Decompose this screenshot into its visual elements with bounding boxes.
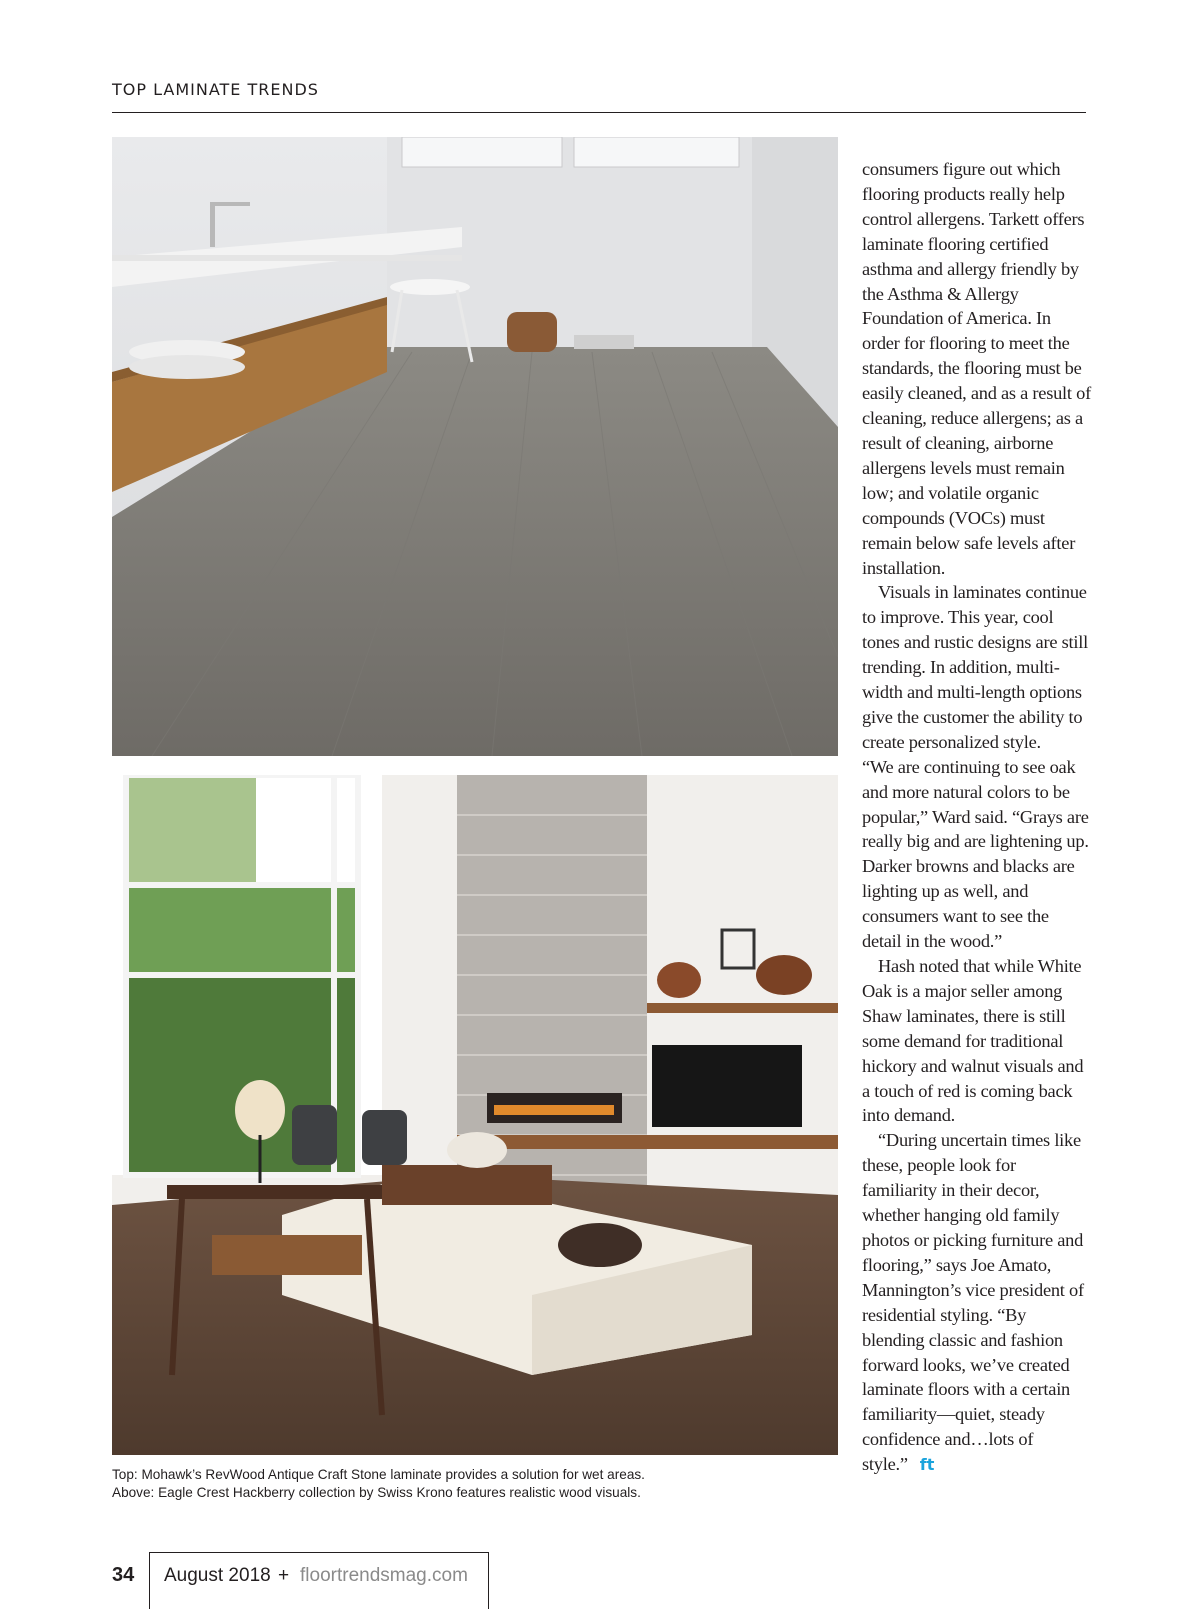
issue-date: August 2018: [164, 1565, 271, 1586]
article-paragraph: consumers figure out which flooring products really help control allergens. Tarkett offers laminate flooring certified asthma and allergy friendly by the Asthma & Allergy Foundation of America. In order for flooring to meet the standards, the flooring must be easily cleaned, and as a result of cleaning, reduce allergens; as a result of cleaning, airborne allergens levels must remain low; and volatile organic compounds (VOCs) must remain below safe levels after installation.: [862, 159, 1091, 578]
living-room-photo: [112, 775, 838, 1455]
article-paragraph-text: “During uncertain times like these, people look for familiarity in their decor, whether hanging old family photos or picking furniture and flooring,” says Joe Amato, Mannington’s vice president of residential styling. “By blending classic and fashion forward looks, we’ve created laminate floors with a certain familiarity—quiet, steady confidence and…lots of style.”: [862, 1130, 1084, 1475]
caption-line-top: Top: Mohawk’s RevWood Antique Craft Stone laminate provides a solution for wet areas.: [112, 1467, 645, 1482]
header-rule: [112, 112, 1086, 113]
website-link[interactable]: floortrendsmag.com: [300, 1565, 468, 1586]
article-paragraph: “We are continuing to see oak and more natural colors to be popular,” Ward said. “Grays are really big and are lightening up. Darker browns and blacks are lighting up as well, and consumers want to see the detail in the wood.”: [862, 756, 1089, 952]
ft-end-mark-icon: ft: [919, 1455, 935, 1475]
article-final-paragraph: [862, 1128, 1092, 1478]
bathroom-photo: [112, 137, 838, 756]
footer-separator: +: [278, 1565, 290, 1586]
folio-box: [149, 1552, 489, 1609]
article-paragraph: Hash noted that while White Oak is a major seller among Shaw laminates, there is still some demand for traditional hickory and walnut visuals and a touch of red is coming back into demand.: [862, 956, 1084, 1126]
caption-line-above: Above: Eagle Crest Hackberry collection by Swiss Krono features realistic wood visuals.: [112, 1484, 641, 1500]
article-column: [862, 157, 1092, 1478]
photo-caption: [112, 1466, 838, 1501]
page-number: 34: [112, 1564, 135, 1586]
section-label: TOP LAMINATE TRENDS: [112, 80, 319, 99]
article-paragraph: Visuals in laminates continue to improve. This year, cool tones and rustic designs are still trending. In addition, multi-width and multi-length options give the customer the ability to create personalized style.: [862, 582, 1088, 752]
